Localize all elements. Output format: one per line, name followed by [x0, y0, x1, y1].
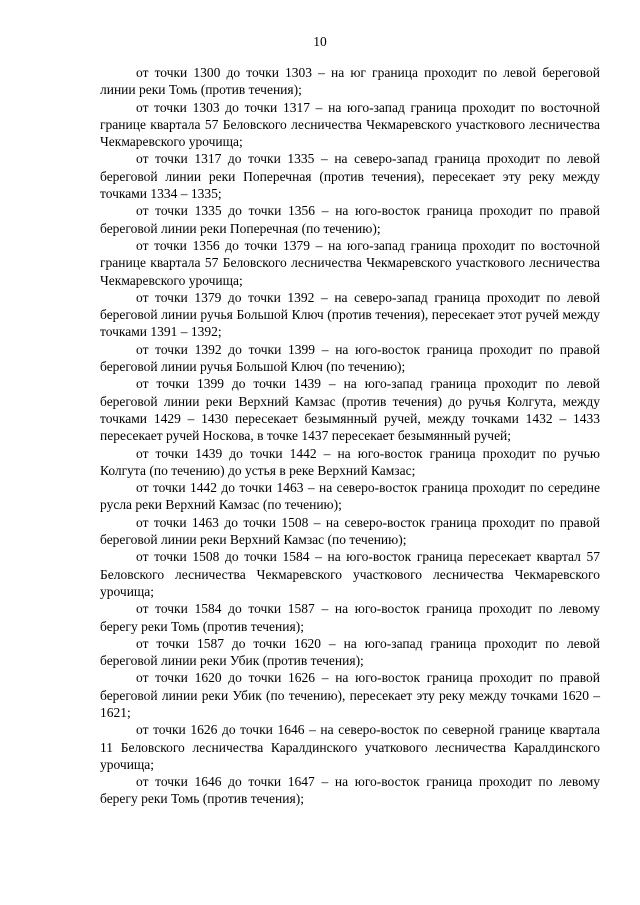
paragraph: от точки 1317 до точки 1335 – на северо-запад граница проходит по левой береговой линии реки Поперечная (против течения), пересекает эту реку между точками 1334 – 1335; — [100, 151, 600, 202]
paragraph: от точки 1399 до точки 1439 – на юго-запад граница проходит по левой береговой линии реки Верхний Камзас (против течения) до ручья Колгута, между точками 1429 – 1430 пересекает безымянный ручей, между точками 1432 – 1433 пересекает ручей Носкова, в точке 1437 пересекает безымянный ручей; — [100, 376, 600, 444]
paragraph: от точки 1300 до точки 1303 – на юг граница проходит по левой береговой линии реки Томь (против течения); — [100, 65, 600, 98]
paragraph: от точки 1303 до точки 1317 – на юго-запад граница проходит по восточной границе квартала 57 Беловского лесничества Чекмаревского участкового лесничества Чекмаревского урочища; — [100, 99, 600, 150]
paragraph: от точки 1356 до точки 1379 – на юго-запад граница проходит по восточной границе квартала 57 Беловского лесничества Чекмаревского участкового лесничества Чекмаревского урочища; — [100, 237, 600, 288]
paragraph: от точки 1335 до точки 1356 – на юго-восток граница проходит по правой береговой линии реки Поперечная (по течению); — [100, 203, 600, 236]
paragraph: от точки 1439 до точки 1442 – на юго-восток граница проходит по ручью Колгута (по течению) до устья в реке Верхний Камзас; — [100, 445, 600, 478]
paragraph: от точки 1442 до точки 1463 – на северо-восток граница проходит по середине русла реки Верхний Камзас (по течению); — [100, 480, 600, 513]
paragraph: от точки 1508 до точки 1584 – на юго-восток граница пересекает квартал 57 Беловского лесничества Чекмаревского участкового лесничества Чекмаревского урочища; — [100, 549, 600, 599]
paragraph: от точки 1587 до точки 1620 – на юго-запад граница проходит по левой береговой линии реки Убик (против течения); — [100, 635, 600, 669]
paragraph: от точки 1379 до точки 1392 – на северо-запад граница проходит по левой береговой линии ручья Большой Ключ (против течения), пересекает этот ручей между точками 1391 – 1392; — [100, 289, 600, 340]
paragraph: от точки 1646 до точки 1647 – на юго-восток граница проходит по левому берегу реки Томь (против течения); — [100, 774, 600, 807]
paragraph: от точки 1626 до точки 1646 – на северо-восток по северной границе квартала 11 Беловского лесничества Каралдинского учаткового лесничества Каралдинского урочища; — [100, 722, 600, 772]
paragraph: от точки 1584 до точки 1587 – на юго-восток граница проходит по левому берегу реки Томь (против течения); — [100, 601, 600, 634]
paragraph: от точки 1463 до точки 1508 – на северо-восток граница проходит по правой береговой линии реки Верхний Камзас (по течению); — [100, 514, 600, 548]
paragraph: от точки 1392 до точки 1399 – на юго-восток граница проходит по правой береговой линии ручья Большой Ключ (по течению); — [100, 341, 600, 375]
paragraph: от точки 1620 до точки 1626 – на юго-восток граница проходит по правой береговой линии реки Убик (по течению), пересекает эту реку между точками 1620 – 1621; — [100, 670, 600, 720]
page-number: 10 — [313, 34, 327, 49]
document-body — [100, 64, 600, 808]
